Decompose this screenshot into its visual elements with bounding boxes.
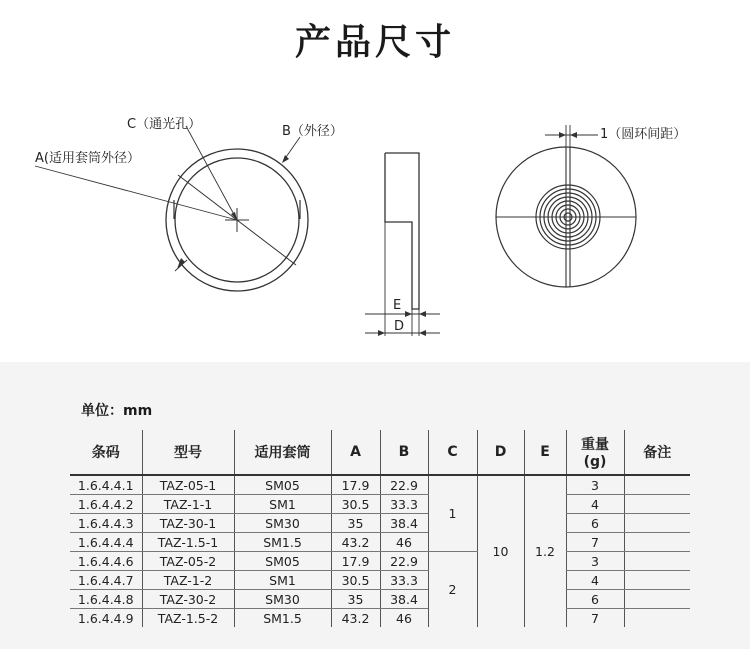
cell-barcode: 1.6.4.4.3 [70, 514, 142, 533]
cell-note [624, 514, 690, 533]
table-row [70, 533, 690, 552]
arrow-ring-right [570, 132, 577, 138]
cell-barcode: 1.6.4.4.6 [70, 552, 142, 571]
cell-a: 30.5 [331, 571, 380, 590]
cell-b: 38.4 [380, 514, 428, 533]
target-view [496, 125, 636, 287]
cell-note [624, 533, 690, 552]
cell-a: 17.9 [331, 475, 380, 495]
table-row [70, 571, 690, 590]
header-c: C [428, 430, 477, 475]
cell-sleeve: SM1 [234, 495, 331, 514]
header-note: 备注 [624, 430, 690, 475]
cell-barcode: 1.6.4.4.9 [77, 610, 134, 626]
label-a: A(适用套筒外径） [35, 151, 140, 166]
cell-model: TAZ-30-2 [142, 590, 234, 609]
cell-b: 33.3 [380, 571, 428, 590]
table-row [70, 495, 690, 514]
header-d: D [477, 430, 524, 475]
arrow-e-right [419, 311, 426, 317]
cell-model: TAZ-1-2 [142, 571, 234, 590]
cell-weight: 4 [566, 571, 624, 590]
cell-note [624, 609, 690, 628]
cell-weight: 3 [566, 475, 624, 495]
arrow-d-right [419, 330, 426, 336]
table-row [70, 590, 690, 609]
cell-a: 17.9 [331, 552, 380, 571]
label-ring-spacing: 1（圆环间距） [600, 127, 687, 142]
header-weight [566, 430, 624, 475]
arrow-b [282, 155, 289, 163]
cell-weight: 3 [566, 552, 624, 571]
cell-b: 38.4 [380, 590, 428, 609]
dimension-drawing [0, 90, 750, 350]
cell-barcode: 1.6.4.4.1 [70, 475, 142, 495]
cell-a: 43.2 [331, 533, 380, 552]
cell-a: 30.5 [331, 495, 380, 514]
header-b: B [380, 430, 428, 475]
header-weight-line1: 重量 [581, 437, 609, 453]
cell-sleeve: SM1.5 [234, 609, 331, 628]
cell-d: 10 [477, 475, 524, 627]
table-row [70, 514, 690, 533]
cell-b: 33.3 [380, 495, 428, 514]
cell-barcode: 1.6.4.4.8 [70, 590, 142, 609]
cell-note [624, 590, 690, 609]
arrow-e-left [405, 311, 412, 317]
cell-weight: 7 [566, 533, 624, 552]
cell-weight: 4 [566, 495, 624, 514]
cell-b: 22.9 [380, 552, 428, 571]
cell-sleeve: SM1 [234, 571, 331, 590]
cell-model: TAZ-05-2 [142, 552, 234, 571]
side-view [365, 153, 440, 336]
cell-barcode: 1.6.4.4.7 [70, 571, 142, 590]
header-a: A [331, 430, 380, 475]
label-d: D [394, 319, 405, 334]
table-row [70, 475, 690, 495]
label-c: C（通光孔） [127, 117, 202, 132]
header-e: E [524, 430, 566, 475]
cell-b: 22.9 [380, 475, 428, 495]
cell-sleeve: SM05 [234, 552, 331, 571]
cell-a: 35 [331, 514, 380, 533]
cell-note [624, 552, 690, 571]
header-barcode: 条码 [70, 430, 142, 475]
table-row [70, 552, 690, 571]
arrow-ring-left [559, 132, 566, 138]
cell-barcode: 1.6.4.4.2 [70, 495, 142, 514]
cell-model: TAZ-05-1 [142, 475, 234, 495]
cell-sleeve: SM05 [234, 475, 331, 495]
cell-e: 1.2 [524, 475, 566, 627]
cell-model: TAZ-1.5-2 [142, 609, 234, 628]
unit-label: 单位：mm [81, 403, 153, 419]
header-sleeve: 适用套筒 [234, 430, 331, 475]
spec-table [70, 430, 690, 627]
label-e: E [393, 298, 402, 313]
cell-b: 46 [380, 533, 428, 552]
label-b: B（外径） [282, 124, 343, 139]
cell-model: TAZ-1.5-1 [142, 533, 234, 552]
cell-barcode: 1.6.4.4.4 [70, 533, 142, 552]
header-model: 型号 [142, 430, 234, 475]
cell-sleeve: SM30 [234, 590, 331, 609]
arrow-d-left [378, 330, 385, 336]
leader-c [186, 126, 237, 220]
cell-note [624, 495, 690, 514]
cell-sleeve: SM1.5 [234, 533, 331, 552]
cell-weight: 7 [566, 609, 624, 628]
header-weight-line2: (g) [583, 454, 607, 470]
cell-c-group1: 1 [428, 475, 477, 552]
cell-note [624, 475, 690, 495]
cell-a: 35 [331, 590, 380, 609]
cell-b: 46 [380, 609, 428, 628]
table-header-row [70, 430, 690, 475]
cell-model: TAZ-1-1 [142, 495, 234, 514]
cell-note [624, 571, 690, 590]
cell-model: TAZ-30-1 [142, 514, 234, 533]
side-profile [385, 153, 419, 309]
table-row [70, 609, 690, 628]
cell-a: 43.2 [331, 609, 380, 628]
cell-sleeve: SM30 [234, 514, 331, 533]
cell-weight: 6 [566, 514, 624, 533]
cell-weight: 6 [566, 590, 624, 609]
leader-a [35, 166, 237, 220]
page-title: 产品尺寸 [294, 22, 455, 63]
cell-c-group2: 2 [428, 552, 477, 628]
